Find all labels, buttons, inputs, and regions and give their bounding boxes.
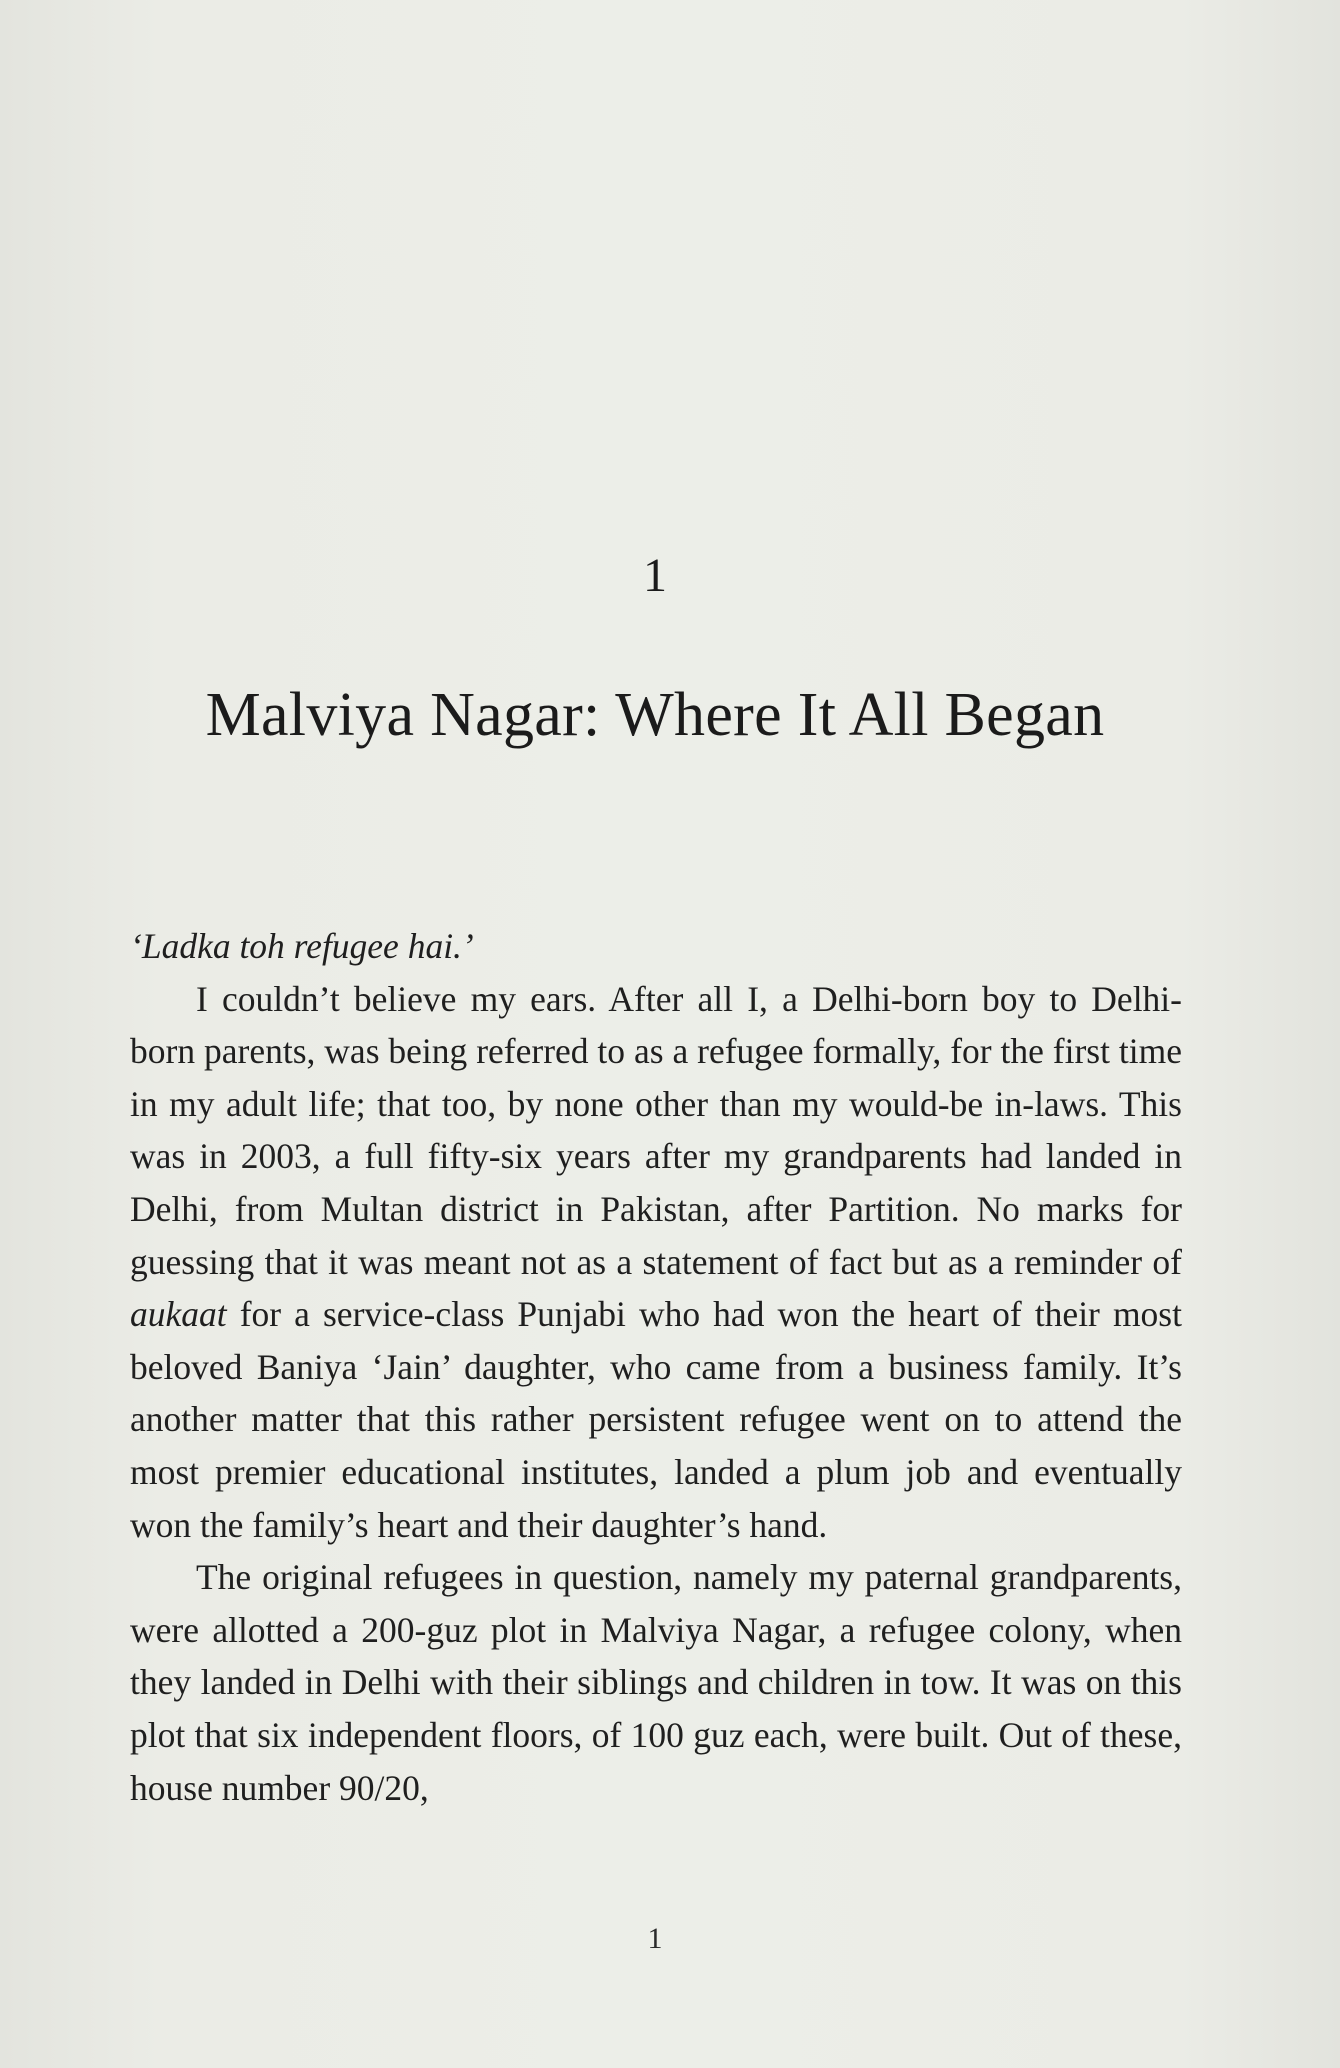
chapter-number: 1 bbox=[643, 549, 667, 602]
paragraph-1-text-b: for a service-class Punjabi who had won the heart of their most beloved Baniya ‘Jain’ daughter, who came from a business family. It’s another matter that this rather persistent refugee went on to attend the most premier educational institutes, landed a plum job and eventually won the family’s heart and their daughter’s hand. bbox=[130, 1294, 1182, 1545]
chapter-title: Malviya Nagar: Where It All Began bbox=[205, 681, 1105, 749]
paragraph-1-text-a: I couldn’t believe my ears. After all I, a Delhi-born boy to Delhi-born parents, was being referred to as a refugee formally, for the first time in my adult life; that too, by none other than my would-be in-laws. This was in 2003, a full fifty-six years after my grandparents had landed in Delhi, from Multan district in Pakistan, after Partition. No marks for guessing that it was meant not as a statement of fact but as a reminder of bbox=[130, 978, 1182, 1282]
paragraph-1-italic-term: aukaat bbox=[130, 1294, 227, 1335]
paragraph-1 bbox=[130, 973, 1182, 1552]
page-number: 1 bbox=[647, 1922, 663, 1955]
chapter-body bbox=[130, 920, 1182, 1814]
paragraph-2: The original refugees in question, namely my paternal grandparents, were allotted a 200-guz plot in Malviya Nagar, a refugee colony, when they landed in Delhi with their siblings and children in tow. It was on this plot that six independent floors, of 100 guz each, were built. Out of these, house number 90/20, bbox=[130, 1557, 1182, 1808]
epigraph: ‘Ladka toh refugee hai.’ bbox=[130, 926, 474, 966]
